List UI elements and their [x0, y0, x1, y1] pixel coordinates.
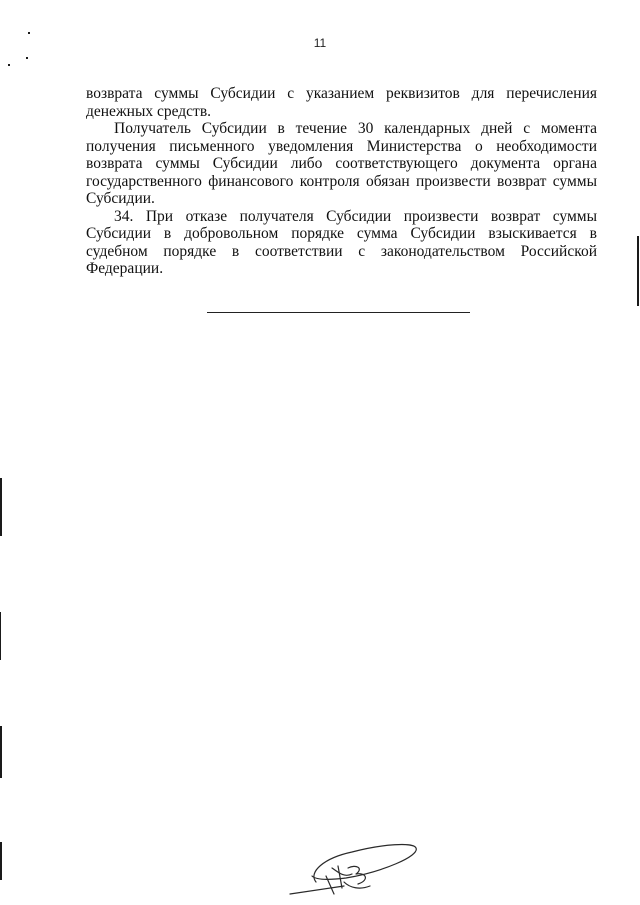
page-number: 11 — [313, 36, 327, 50]
paragraph-refund-deadline: Получатель Субсидии в течение 30 календарных дней с момента получения письменного уведомления Министерства о необходимости возврата суммы Субсидии либо соответствующего документа органа государственного финансового контроля обязан произвести возврат суммы Субсидии. — [86, 120, 597, 207]
paragraph-continuation: возврата суммы Субсидии с указанием реквизитов для перечисления денежных средств. — [86, 85, 597, 120]
scan-edge-line — [0, 612, 1, 660]
scan-edge-line — [637, 236, 639, 306]
scan-edge-line — [0, 478, 2, 536]
document-body — [86, 85, 597, 278]
scan-dot — [26, 57, 28, 59]
scan-edge-line — [0, 842, 2, 880]
scan-dot — [28, 32, 30, 34]
signature-icon — [286, 838, 426, 900]
end-of-text-rule — [207, 312, 470, 313]
paragraph-34-court-recovery: 34. При отказе получателя Субсидии произвести возврат суммы Субсидии в добровольном порядке сумма Субсидии взыскивается в судебном порядке в соответствии с законодательством Российской Федерации. — [86, 207, 597, 277]
scan-edge-line — [0, 726, 2, 778]
scan-dot — [8, 64, 10, 66]
